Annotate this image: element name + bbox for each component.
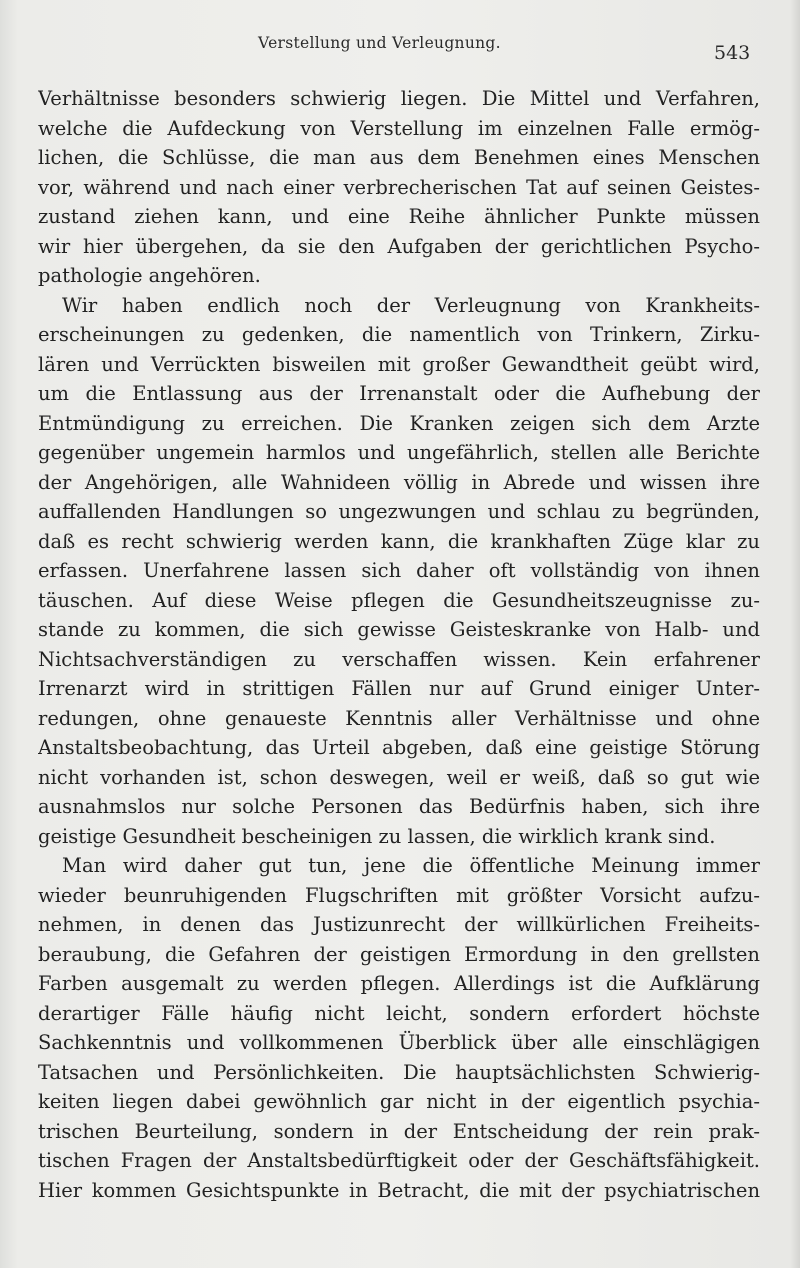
text-line: lichen, die Schlüsse, die man aus dem Benehmen eines Menschen (38, 146, 760, 169)
text-line: redungen, ohne genaueste Kenntnis aller Verhältnisse und ohne (38, 706, 760, 730)
text-line: Farben ausgemalt zu werden pflegen. Allerdings ist die Aufklärung (38, 972, 760, 995)
text-line: geistige Gesundheit bescheinigen zu lassen, die wirklich krank sind. (38, 824, 716, 848)
text-line: Anstaltsbeobachtung, das Urteil abgeben, daß eine geistige Störung (38, 736, 760, 759)
text-line: derartiger Fälle häufig nicht leicht, sondern erfordert höchste (38, 1001, 760, 1025)
page-number: 543 (714, 42, 751, 64)
text-line: welche die Aufdeckung von Verstellung im einzelnen Falle ermög- (38, 116, 760, 140)
text-line: tischen Fragen der Anstaltsbedürftigkeit oder der Geschäftsfähigkeit. (38, 1149, 760, 1172)
text-line: um die Entlassung aus der Irrenanstalt oder die Aufhebung der (38, 382, 760, 405)
text-line: Entmündigung zu erreichen. Die Kranken zeigen sich dem Arzte (38, 411, 760, 435)
text-line: nehmen, in denen das Justizunrecht der willkürlichen Freiheits- (38, 913, 760, 936)
text-line: Wir haben endlich noch der Verleugnung von Krankheits- (62, 293, 760, 317)
text-line: lären und Verrückten bisweilen mit großer Gewandtheit geübt wird, (38, 352, 760, 376)
text-line: trischen Beurteilung, sondern in der Entscheidung der rein prak- (38, 1119, 760, 1143)
text-line: erscheinungen zu gedenken, die namentlich von Trinkern, Zirku- (38, 323, 760, 346)
text-line: stande zu kommen, die sich gewisse Geisteskranke von Halb- und (38, 618, 760, 641)
text-line: auffallenden Handlungen so ungezwungen und schlau zu begründen, (38, 500, 760, 523)
text-line: gegenüber ungemein harmlos und ungefährlich, stellen alle Berichte (38, 441, 760, 464)
text-line: wieder beunruhigenden Flugschriften mit größter Vorsicht aufzu- (38, 883, 760, 907)
text-line: Man wird daher gut tun, jene die öffentliche Meinung immer (62, 854, 760, 877)
text-line: daß es recht schwierig werden kann, die krankhaften Züge klar zu (38, 529, 760, 553)
text-line: Sachkenntnis und vollkommenen Überblick über alle einschlägigen (38, 1031, 760, 1054)
text-line: beraubung, die Gefahren der geistigen Ermordung in den grellsten (38, 942, 760, 966)
text-line: der Angehörigen, alle Wahnideen völlig in Abrede und wissen ihre (38, 470, 760, 494)
body-text (38, 84, 760, 1205)
text-line: ausnahmslos nur solche Personen das Bedürfnis haben, sich ihre (38, 795, 760, 818)
text-line: keiten liegen dabei gewöhnlich gar nicht in der eigentlich psychia- (38, 1090, 760, 1113)
text-line: täuschen. Auf diese Weise pflegen die Gesundheitszeugnisse zu- (38, 588, 760, 612)
text-line: zustand ziehen kann, und eine Reihe ähnlicher Punkte müssen (38, 205, 760, 228)
text-line: Irrenarzt wird in strittigen Fällen nur auf Grund einiger Unter- (38, 677, 760, 700)
text-line: pathologie angehören. (38, 264, 261, 287)
text-line: Nichtsachverständigen zu verschaffen wissen. Kein erfahrener (38, 647, 760, 671)
text-line: erfassen. Unerfahrene lassen sich daher oft vollständig von ihnen (38, 559, 760, 582)
text-line: wir hier übergehen, da sie den Aufgaben der gerichtlichen Psycho- (38, 234, 760, 258)
text-line: Tatsachen und Persönlichkeiten. Die hauptsächlichsten Schwierig- (38, 1060, 760, 1084)
running-title: Verstellung und Verleugnung. (258, 34, 501, 52)
text-line: Verhältnisse besonders schwierig liegen. Die Mittel und Verfahren, (38, 87, 760, 110)
text-line: nicht vorhanden ist, schon deswegen, weil er weiß, daß so gut wie (38, 765, 760, 789)
text-line: Hier kommen Gesichtspunkte in Betracht, die mit der psychiatrischen (38, 1178, 760, 1202)
text-line: vor, während und nach einer verbrecherischen Tat auf seinen Geistes- (38, 175, 760, 199)
